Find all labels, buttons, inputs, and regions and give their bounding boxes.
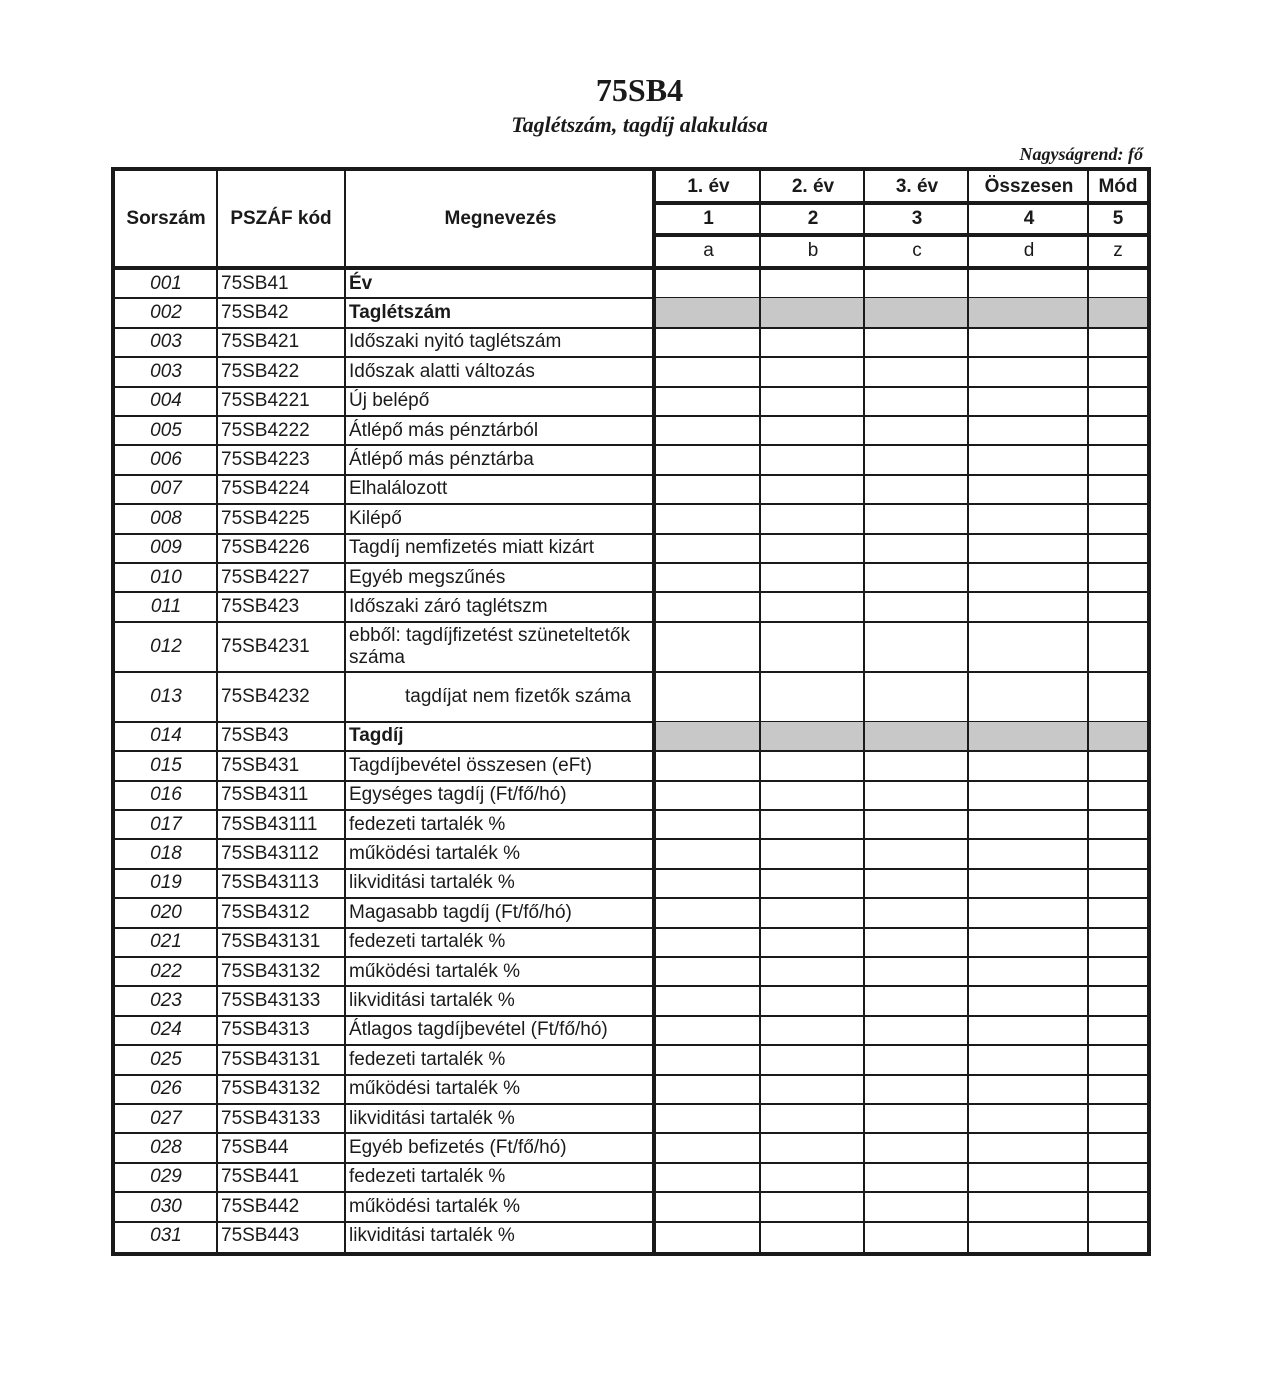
data-input-cell[interactable]: [969, 563, 1089, 592]
row-sorszam: 017: [150, 813, 182, 835]
data-input-cell[interactable]: [761, 622, 865, 672]
data-input-cell[interactable]: [1089, 387, 1147, 416]
row-pszaf-kod: 75SB4311: [221, 784, 309, 806]
row-pszaf-kod: 75SB443: [221, 1225, 300, 1247]
header-col-1: 1. év: [687, 176, 730, 197]
data-input-cell[interactable]: [1089, 298, 1147, 327]
data-input-cell[interactable]: [865, 534, 969, 563]
column-divider: [1087, 167, 1089, 1256]
data-input-cell[interactable]: [865, 563, 969, 592]
data-input-cell[interactable]: [761, 722, 865, 751]
row-megnevezes: Tagdíj: [349, 725, 404, 747]
data-input-cell[interactable]: [1089, 416, 1147, 445]
row-pszaf-kod: 75SB44: [221, 1137, 289, 1159]
data-input-cell[interactable]: [865, 781, 969, 810]
data-input-cell[interactable]: [865, 751, 969, 780]
data-input-cell[interactable]: [1089, 534, 1147, 563]
row-sorszam: 021: [150, 931, 182, 953]
row-megnevezes: fedezeti tartalék %: [349, 931, 506, 953]
column-divider: [967, 167, 969, 1256]
row-pszaf-kod: 75SB41: [221, 272, 289, 294]
row-megnevezes: ebből: tagdíjfizetést szüneteltetők száma: [349, 624, 630, 668]
row-sorszam: 014: [150, 725, 182, 747]
row-megnevezes: Időszaki záró taglétszm: [349, 596, 548, 618]
data-input-cell[interactable]: [969, 986, 1089, 1015]
data-input-cell[interactable]: [969, 445, 1089, 474]
data-input-cell[interactable]: [865, 622, 969, 672]
data-input-cell[interactable]: [1089, 869, 1147, 898]
data-input-cell[interactable]: [865, 269, 969, 298]
data-input-cell[interactable]: [969, 1133, 1089, 1162]
data-input-cell[interactable]: [969, 1104, 1089, 1133]
row-pszaf-kod: 75SB421: [221, 331, 300, 353]
data-input-cell[interactable]: [865, 475, 969, 504]
data-input-cell[interactable]: [1089, 622, 1147, 672]
data-input-cell[interactable]: [761, 387, 865, 416]
data-input-cell[interactable]: [969, 1222, 1089, 1251]
row-pszaf-kod: 75SB43113: [221, 872, 319, 894]
row-megnevezes: likviditási tartalék %: [349, 872, 515, 894]
row-pszaf-kod: 75SB43133: [221, 1107, 321, 1129]
row-sorszam: 026: [150, 1078, 182, 1100]
data-input-cell[interactable]: [1089, 592, 1147, 621]
data-input-cell[interactable]: [969, 810, 1089, 839]
data-input-cell[interactable]: [865, 1192, 969, 1221]
data-input-cell[interactable]: [656, 387, 761, 416]
row-pszaf-kod: 75SB4224: [221, 478, 310, 500]
data-input-cell[interactable]: [865, 928, 969, 957]
data-input-cell[interactable]: [969, 387, 1089, 416]
row-sorszam: 016: [150, 784, 182, 806]
data-input-cell[interactable]: [969, 328, 1089, 357]
data-input-cell[interactable]: [761, 839, 865, 868]
row-sorszam: 006: [150, 449, 182, 471]
row-pszaf-kod: 75SB43132: [221, 1078, 321, 1100]
row-sorszam: 002: [150, 302, 182, 324]
data-input-cell[interactable]: [656, 928, 761, 957]
row-sorszam: 004: [150, 390, 182, 412]
data-input-cell[interactable]: [761, 1192, 865, 1221]
row-pszaf-kod: 75SB4313: [221, 1019, 310, 1041]
row-pszaf-kod: 75SB441: [221, 1166, 300, 1188]
data-input-cell[interactable]: [761, 781, 865, 810]
data-input-cell[interactable]: [1089, 751, 1147, 780]
row-pszaf-kod: 75SB4223: [221, 449, 310, 471]
data-input-cell[interactable]: [865, 445, 969, 474]
unit-label: Nagyságrend: fő: [1019, 144, 1143, 164]
header-num-4: 4: [1023, 208, 1035, 229]
row-sorszam: 020: [150, 901, 182, 923]
header-letter-1: a: [703, 240, 714, 261]
row-megnevezes: fedezeti tartalék %: [349, 1166, 506, 1188]
header-letter-4: d: [1023, 240, 1035, 261]
row-megnevezes: Év: [349, 272, 373, 294]
row-megnevezes: Taglétszám: [349, 302, 452, 324]
row-megnevezes: likviditási tartalék %: [349, 1225, 515, 1247]
row-pszaf-kod: 75SB4312: [221, 901, 310, 923]
data-input-cell[interactable]: [761, 1045, 865, 1074]
data-input-cell[interactable]: [1089, 563, 1147, 592]
row-pszaf-kod: 75SB43133: [221, 990, 321, 1012]
data-input-cell[interactable]: [1089, 269, 1147, 298]
data-input-cell[interactable]: [969, 722, 1089, 751]
data-input-cell[interactable]: [761, 416, 865, 445]
data-input-cell[interactable]: [761, 898, 865, 927]
row-megnevezes: működési tartalék %: [349, 1195, 521, 1217]
row-megnevezes: Időszak alatti változás: [349, 360, 535, 382]
data-input-cell[interactable]: [865, 298, 969, 327]
data-input-cell[interactable]: [656, 810, 761, 839]
row-sorszam: 003: [150, 360, 182, 382]
row-megnevezes: működési tartalék %: [349, 843, 521, 865]
row-sorszam: 001: [150, 272, 182, 294]
data-input-cell[interactable]: [656, 1104, 761, 1133]
data-input-cell[interactable]: [761, 957, 865, 986]
data-input-cell[interactable]: [865, 1163, 969, 1192]
data-input-cell[interactable]: [1089, 504, 1147, 533]
row-megnevezes: működési tartalék %: [349, 1078, 521, 1100]
data-input-cell[interactable]: [761, 269, 865, 298]
data-input-cell[interactable]: [969, 1045, 1089, 1074]
data-input-cell[interactable]: [969, 622, 1089, 672]
data-input-cell[interactable]: [1089, 986, 1147, 1015]
row-sorszam: 012: [150, 635, 182, 657]
row-pszaf-kod: 75SB42: [221, 302, 289, 324]
data-input-cell[interactable]: [761, 810, 865, 839]
data-input-cell[interactable]: [865, 357, 969, 386]
data-input-cell[interactable]: [656, 751, 761, 780]
data-input-cell[interactable]: [761, 1163, 865, 1192]
data-input-cell[interactable]: [1089, 781, 1147, 810]
data-input-cell[interactable]: [865, 839, 969, 868]
data-input-cell[interactable]: [656, 839, 761, 868]
header-letter-5: z: [1113, 240, 1123, 261]
row-megnevezes: működési tartalék %: [349, 960, 521, 982]
data-input-cell[interactable]: [656, 475, 761, 504]
row-sorszam: 003: [150, 331, 182, 353]
data-input-cell[interactable]: [865, 1104, 969, 1133]
row-pszaf-kod: 75SB4226: [221, 537, 310, 559]
data-input-cell[interactable]: [1089, 1222, 1147, 1251]
data-input-cell[interactable]: [656, 1016, 761, 1045]
data-input-cell[interactable]: [656, 722, 761, 751]
data-input-cell[interactable]: [1089, 810, 1147, 839]
data-input-cell[interactable]: [1089, 357, 1147, 386]
row-megnevezes: Átlépő más pénztárból: [349, 419, 539, 441]
data-input-cell[interactable]: [656, 1133, 761, 1162]
row-pszaf-kod: 75SB43: [221, 725, 289, 747]
row-pszaf-kod: 75SB43131: [221, 931, 321, 953]
header-megnevezes: Megnevezés: [444, 208, 557, 229]
data-input-cell[interactable]: [969, 781, 1089, 810]
data-input-cell[interactable]: [656, 563, 761, 592]
data-input-cell[interactable]: [761, 1016, 865, 1045]
data-input-cell[interactable]: [865, 957, 969, 986]
column-divider: [344, 167, 346, 1256]
column-divider: [216, 167, 218, 1256]
data-input-cell[interactable]: [969, 298, 1089, 327]
header-num-5: 5: [1112, 208, 1124, 229]
data-input-cell[interactable]: [1089, 1075, 1147, 1104]
data-input-cell[interactable]: [969, 1192, 1089, 1221]
data-input-cell[interactable]: [969, 957, 1089, 986]
row-pszaf-kod: 75SB422: [221, 360, 300, 382]
header-num-3: 3: [911, 208, 923, 229]
header-num-1: 1: [703, 208, 714, 229]
row-megnevezes: Tagdíj nemfizetés miatt kizárt: [349, 537, 594, 559]
header-pszaf-kod: PSZÁF kód: [230, 208, 332, 229]
data-input-cell[interactable]: [656, 672, 761, 722]
row-sorszam: 028: [150, 1137, 182, 1159]
row-pszaf-kod: 75SB431: [221, 754, 300, 776]
data-input-cell[interactable]: [1089, 1133, 1147, 1162]
data-input-cell[interactable]: [1089, 1192, 1147, 1221]
row-pszaf-kod: 75SB442: [221, 1195, 300, 1217]
row-sorszam: 027: [150, 1107, 182, 1129]
data-input-cell[interactable]: [656, 298, 761, 327]
data-input-cell[interactable]: [865, 722, 969, 751]
data-input-cell[interactable]: [1089, 928, 1147, 957]
data-input-cell[interactable]: [656, 986, 761, 1015]
data-input-cell[interactable]: [969, 357, 1089, 386]
data-input-cell[interactable]: [761, 534, 865, 563]
data-input-cell[interactable]: [1089, 957, 1147, 986]
data-input-cell[interactable]: [761, 475, 865, 504]
data-input-cell[interactable]: [969, 839, 1089, 868]
data-input-cell[interactable]: [761, 592, 865, 621]
row-sorszam: 018: [150, 843, 182, 865]
data-input-cell[interactable]: [761, 563, 865, 592]
row-sorszam: 029: [150, 1166, 182, 1188]
form-title: 75SB4: [595, 72, 684, 108]
row-megnevezes: tagdíjat nem fizetők száma: [405, 685, 631, 707]
data-input-cell[interactable]: [865, 1016, 969, 1045]
data-input-cell[interactable]: [969, 869, 1089, 898]
data-input-cell[interactable]: [865, 1045, 969, 1074]
data-input-cell[interactable]: [761, 445, 865, 474]
data-input-cell[interactable]: [761, 1104, 865, 1133]
data-input-cell[interactable]: [761, 298, 865, 327]
row-pszaf-kod: 75SB423: [221, 596, 300, 618]
data-input-cell[interactable]: [656, 592, 761, 621]
data-input-cell[interactable]: [969, 1075, 1089, 1104]
data-input-cell[interactable]: [656, 781, 761, 810]
row-megnevezes: Magasabb tagdíj (Ft/fő/hó): [349, 901, 572, 923]
data-input-cell[interactable]: [865, 986, 969, 1015]
data-input-cell[interactable]: [969, 592, 1089, 621]
row-megnevezes: fedezeti tartalék %: [349, 813, 506, 835]
data-input-cell[interactable]: [865, 810, 969, 839]
data-input-cell[interactable]: [656, 416, 761, 445]
data-input-cell[interactable]: [656, 534, 761, 563]
row-pszaf-kod: 75SB4222: [221, 419, 310, 441]
data-input-cell[interactable]: [969, 504, 1089, 533]
data-input-cell[interactable]: [969, 534, 1089, 563]
data-input-cell[interactable]: [656, 1045, 761, 1074]
data-input-cell[interactable]: [761, 328, 865, 357]
data-input-cell[interactable]: [761, 1133, 865, 1162]
header-divider: [656, 233, 1147, 237]
data-input-cell[interactable]: [656, 1163, 761, 1192]
data-input-cell[interactable]: [865, 387, 969, 416]
row-megnevezes: Kilépő: [349, 507, 402, 529]
data-input-cell[interactable]: [761, 751, 865, 780]
row-megnevezes: fedezeti tartalék %: [349, 1048, 506, 1070]
row-megnevezes: Egyéb megszűnés: [349, 566, 506, 588]
row-pszaf-kod: 75SB43111: [221, 813, 318, 835]
data-input-cell[interactable]: [761, 1222, 865, 1251]
data-input-cell[interactable]: [969, 416, 1089, 445]
header-letter-3: c: [912, 240, 922, 261]
data-input-cell[interactable]: [865, 504, 969, 533]
data-input-cell[interactable]: [761, 504, 865, 533]
data-input-cell[interactable]: [865, 592, 969, 621]
data-input-cell[interactable]: [656, 1192, 761, 1221]
data-input-cell[interactable]: [1089, 722, 1147, 751]
data-input-cell[interactable]: [865, 416, 969, 445]
data-input-cell[interactable]: [1089, 445, 1147, 474]
data-input-cell[interactable]: [761, 928, 865, 957]
row-megnevezes: Átlagos tagdíjbevétel (Ft/fő/hó): [349, 1019, 608, 1041]
row-sorszam: 031: [150, 1225, 182, 1247]
row-megnevezes: Elhalálozott: [349, 478, 448, 500]
row-megnevezes: likviditási tartalék %: [349, 1107, 515, 1129]
data-input-cell[interactable]: [1089, 839, 1147, 868]
data-input-cell[interactable]: [656, 898, 761, 927]
data-input-cell[interactable]: [1089, 898, 1147, 927]
data-input-cell[interactable]: [865, 672, 969, 722]
data-input-cell[interactable]: [969, 898, 1089, 927]
row-megnevezes: likviditási tartalék %: [349, 990, 515, 1012]
data-input-cell[interactable]: [969, 1163, 1089, 1192]
data-input-cell[interactable]: [761, 672, 865, 722]
row-sorszam: 007: [150, 478, 182, 500]
data-input-cell[interactable]: [656, 357, 761, 386]
header-divider: [656, 201, 1147, 205]
data-input-cell[interactable]: [969, 751, 1089, 780]
data-input-cell[interactable]: [1089, 1104, 1147, 1133]
row-pszaf-kod: 75SB4225: [221, 507, 310, 529]
row-pszaf-kod: 75SB43131: [221, 1048, 321, 1070]
data-input-cell[interactable]: [1089, 475, 1147, 504]
data-input-cell[interactable]: [865, 869, 969, 898]
data-input-cell[interactable]: [969, 672, 1089, 722]
data-input-cell[interactable]: [1089, 328, 1147, 357]
column-divider: [863, 167, 865, 1256]
row-sorszam: 009: [150, 537, 182, 559]
data-input-cell[interactable]: [656, 504, 761, 533]
data-input-cell[interactable]: [969, 475, 1089, 504]
data-input-cell[interactable]: [656, 869, 761, 898]
data-input-cell[interactable]: [656, 1222, 761, 1251]
data-input-cell[interactable]: [865, 1222, 969, 1251]
row-sorszam: 025: [150, 1048, 182, 1070]
row-sorszam: 015: [150, 754, 182, 776]
data-input-cell[interactable]: [761, 869, 865, 898]
data-input-cell[interactable]: [656, 622, 761, 672]
data-input-cell[interactable]: [761, 357, 865, 386]
data-input-cell[interactable]: [656, 445, 761, 474]
row-sorszam: 022: [150, 960, 182, 982]
row-pszaf-kod: 75SB4231: [221, 635, 310, 657]
column-divider: [652, 167, 656, 1256]
row-sorszam: 010: [150, 566, 182, 588]
form-subtitle: Taglétszám, tagdíj alakulása: [511, 112, 768, 137]
data-input-cell[interactable]: [865, 898, 969, 927]
row-megnevezes: Egyéb befizetés (Ft/fő/hó): [349, 1137, 567, 1159]
row-sorszam: 019: [150, 872, 182, 894]
data-input-cell[interactable]: [656, 269, 761, 298]
data-input-cell[interactable]: [1089, 1163, 1147, 1192]
header-sorszam: Sorszám: [126, 208, 206, 229]
row-megnevezes: Új belépő: [349, 390, 430, 412]
row-megnevezes: Egységes tagdíj (Ft/fő/hó): [349, 784, 567, 806]
data-input-cell[interactable]: [865, 1075, 969, 1104]
data-input-cell[interactable]: [1089, 1016, 1147, 1045]
data-input-cell[interactable]: [656, 957, 761, 986]
header-num-2: 2: [807, 208, 819, 229]
row-pszaf-kod: 75SB4221: [221, 390, 310, 412]
row-sorszam: 008: [150, 507, 182, 529]
row-megnevezes: Időszaki nyitó taglétszám: [349, 331, 562, 353]
data-input-cell[interactable]: [1089, 672, 1147, 722]
row-pszaf-kod: 75SB43112: [221, 843, 319, 865]
data-input-cell[interactable]: [865, 1133, 969, 1162]
data-input-cell[interactable]: [1089, 1045, 1147, 1074]
row-sorszam: 011: [150, 596, 182, 618]
data-input-cell[interactable]: [656, 1075, 761, 1104]
data-input-cell[interactable]: [865, 328, 969, 357]
data-input-cell[interactable]: [761, 1075, 865, 1104]
row-pszaf-kod: 75SB4227: [221, 566, 310, 588]
data-input-cell[interactable]: [656, 328, 761, 357]
row-megnevezes: Tagdíjbevétel összesen (eFt): [349, 754, 592, 776]
row-sorszam: 024: [150, 1019, 182, 1041]
row-sorszam: 030: [150, 1195, 182, 1217]
data-input-cell[interactable]: [969, 1016, 1089, 1045]
row-megnevezes: Átlépő más pénztárba: [349, 449, 534, 471]
data-input-cell[interactable]: [969, 928, 1089, 957]
row-sorszam: 013: [150, 685, 182, 707]
row-sorszam: 023: [150, 990, 182, 1012]
data-input-cell[interactable]: [969, 269, 1089, 298]
header-col-5: Mód: [1098, 176, 1138, 197]
data-input-cell[interactable]: [761, 986, 865, 1015]
row-pszaf-kod: 75SB4232: [221, 685, 310, 707]
header-letter-2: b: [807, 240, 819, 261]
column-divider: [759, 167, 761, 1256]
row-pszaf-kod: 75SB43132: [221, 960, 321, 982]
header-col-3: 3. év: [895, 176, 939, 197]
row-sorszam: 005: [150, 419, 182, 441]
header-col-2: 2. év: [791, 176, 835, 197]
header-col-4: Összesen: [984, 176, 1074, 197]
